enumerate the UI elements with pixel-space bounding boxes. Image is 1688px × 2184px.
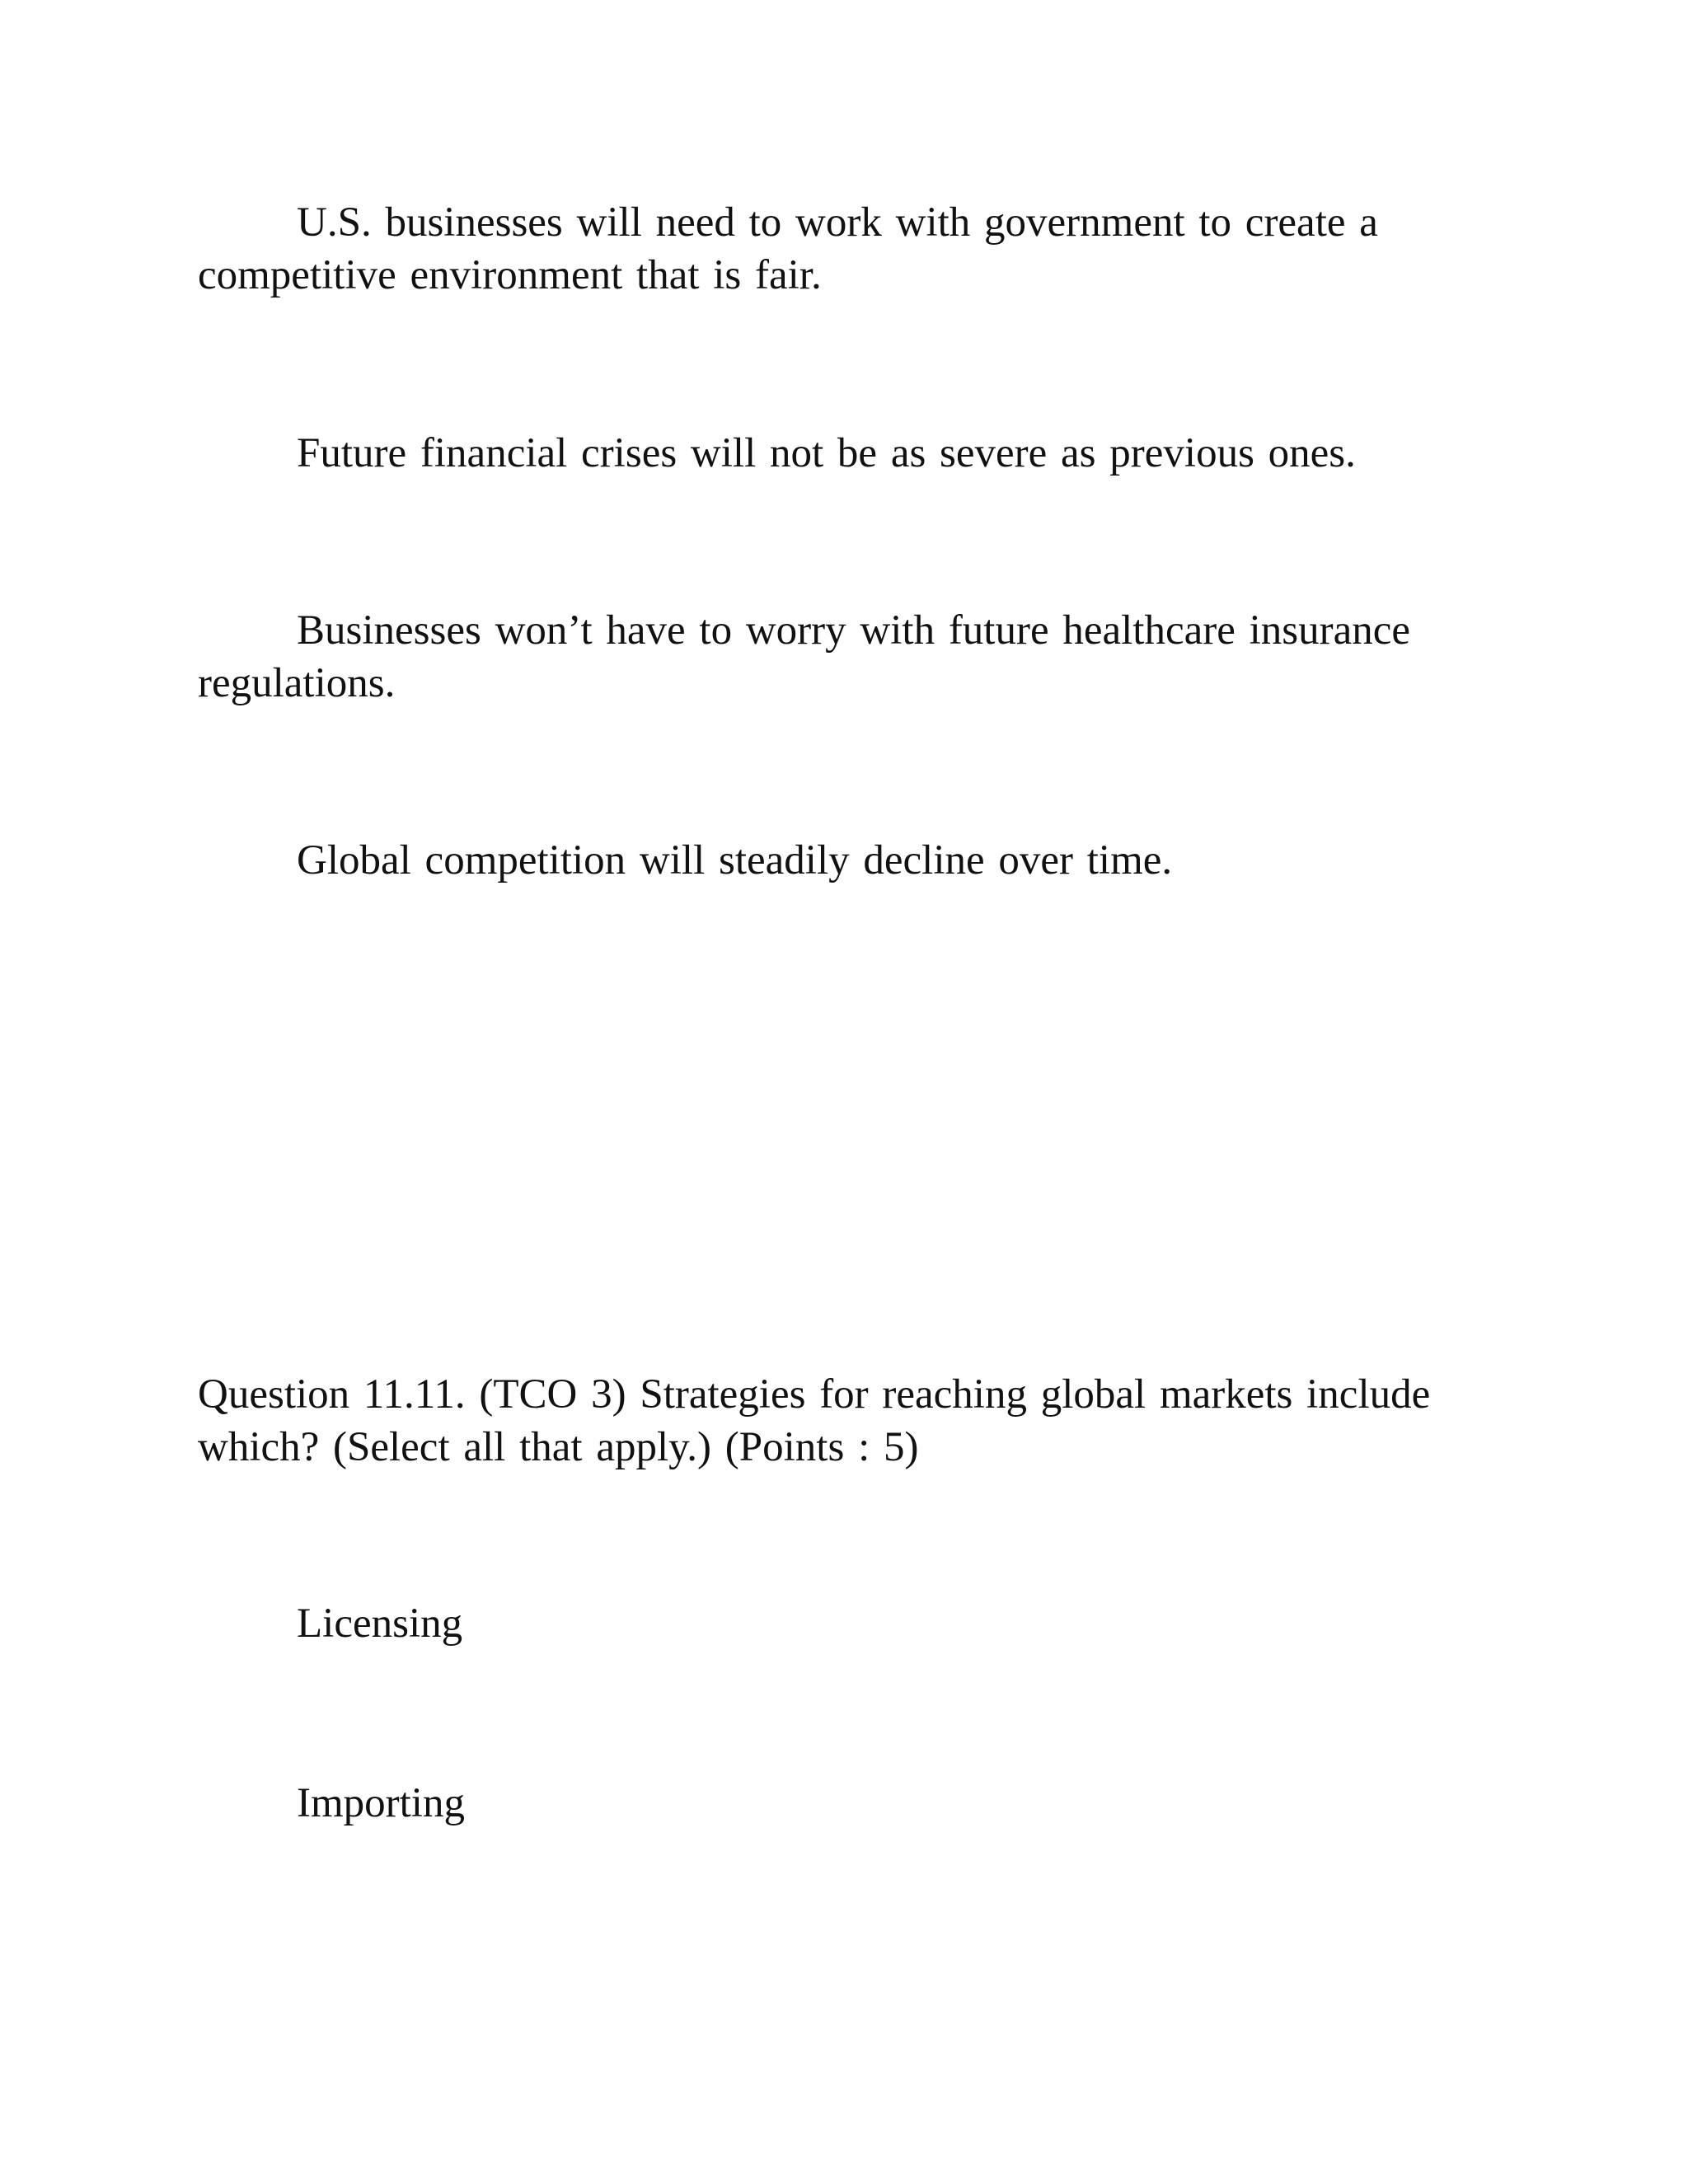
answer-option-text: U.S. businesses will need to work with government to create a competitive environment that is fair.: [198, 199, 1378, 298]
answer-option-text: Licensing: [297, 1601, 463, 1647]
question-text: Question 11.11. (TCO 3) Strategies for reaching global markets include which? (Select all that apply.) (Points : 5): [198, 1371, 1431, 1470]
answer-option-text: Businesses won’t have to worry with future healthcare insurance regulations.: [198, 607, 1411, 706]
answer-option-text: Future financial crises will not be as severe as previous ones.: [297, 430, 1356, 476]
answer-option-text: Global competition will steadily decline over time.: [297, 837, 1173, 883]
answer-option-text: Importing: [297, 1780, 465, 1826]
